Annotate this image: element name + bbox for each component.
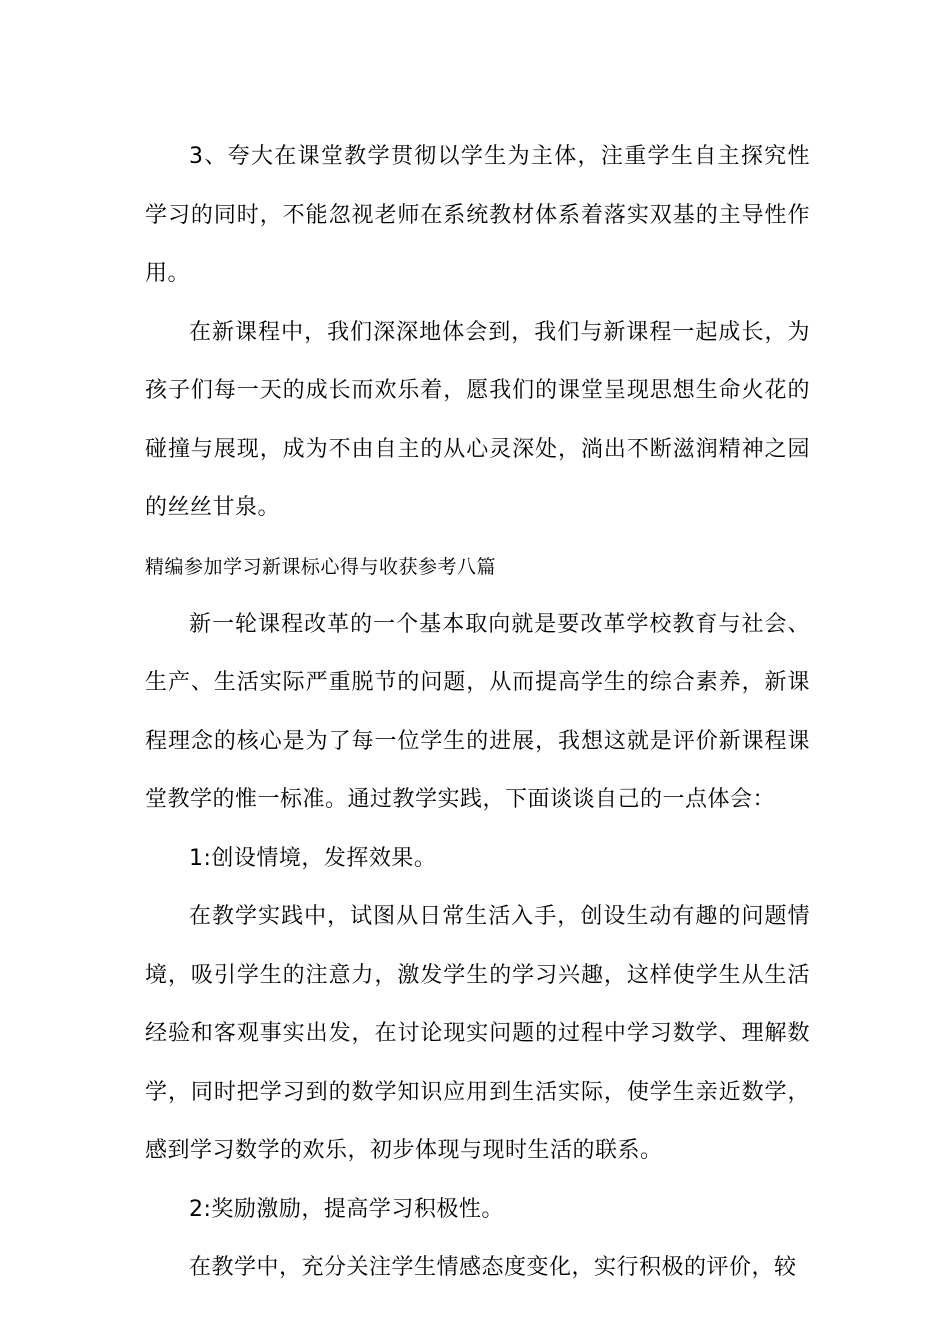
paragraph-evaluation: 在教学中，充分关注学生情感态度变化，实行积极的评价，较	[189, 1255, 797, 1280]
document-body	[145, 128, 810, 1298]
paragraph-reform-intro: 新一轮课程改革的一个基本取向就是要改革学校教育与社会、生产、生活实际严重脱节的问题，从而提高学生的综合素养，新课程理念的核心是为了每一位学生的进展，我想这就是评价新课程课堂教学的惟一标准。通过教学实践，下面谈谈自己的一点体会：	[145, 611, 810, 812]
paragraph-new-curriculum: 在新课程中，我们深深地体会到，我们与新课程一起成长，为孩子们每一天的成长而欢乐着，愿我们的课堂呈现思想生命火花的碰撞与展现，成为不由自主的从心灵深处，淌出不断滋润精神之园的丝丝甘泉。	[145, 319, 810, 520]
subheading-1: 1:创设情境，发挥效果。	[189, 845, 437, 871]
subheading-2: 2:奖励激励，提高学习积极性。	[189, 1196, 504, 1222]
paragraph-point-3: 3、夸大在课堂教学贯彻以学生为主体，注重学生自主探究性学习的同时，不能忽视老师在系统教材体系着落实双基的主导性作用。	[145, 144, 810, 286]
paragraph-situation: 在教学实践中，试图从日常生活入手，创设生动有趣的问题情境，吸引学生的注意力，激发学生的学习兴趣，这样使学生从生活经验和客观事实出发，在讨论现实问题的过程中学习数学、理解数学，同时把学习到的数学知识应用到生活实际，使学生亲近数学，感到学习数学的欢乐，初步体现与现时生活的联系。	[145, 904, 810, 1163]
section-heading: 精编参加学习新课标心得与收获参考八篇	[145, 555, 497, 578]
